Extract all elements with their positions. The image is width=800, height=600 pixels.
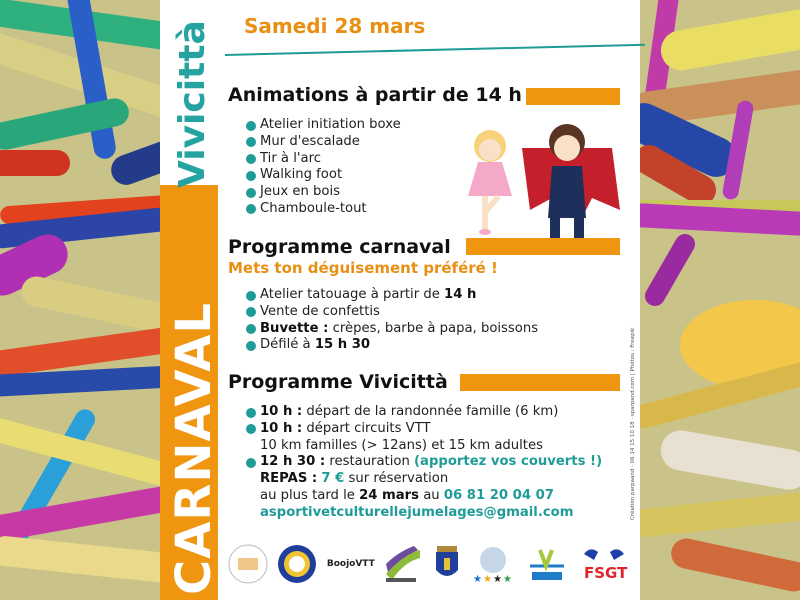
reservation-line: au plus tard le 24 mars au 06 81 20 04 07 [260,487,554,503]
vertical-title-vivicitta: Vivicittà [172,20,213,188]
bullet-icon [246,188,256,198]
costumed-kids-illustration [452,118,624,250]
carnaval-list [246,287,538,354]
list-item: Mur d'escalade [246,134,401,151]
carnaval-subtitle: Mets ton déguisement préféré ! [228,259,498,277]
vivicitta-list [246,404,602,522]
bullet-icon [246,324,256,334]
background-photo-left [0,0,162,600]
vertical-title-carnaval: CARNAVAL [166,301,222,595]
logo-communaute-icon [384,543,422,585]
svg-text:FSGT: FSGT [583,564,628,582]
bullet-icon [246,137,256,147]
teal-divider [225,44,645,56]
bullet-icon [246,154,256,164]
list-item: Tir à l'arc [246,151,401,168]
carnaval-heading: Programme carnaval [228,236,451,258]
bullet-icon [246,307,256,317]
list-item: Walking foot [246,167,401,184]
list-item: Buvette : crèpes, barbe à papa, boissons [246,321,538,338]
carnaval-orange-bar [466,238,620,255]
bullet-icon [246,121,256,131]
event-date: Samedi 28 mars [244,14,426,38]
bullet-icon [246,171,256,181]
vivicitta-heading: Programme Vivicittà [228,371,448,393]
logo-coat-of-arms-icon [432,543,462,585]
list-item: Atelier tatouage à partir de 14 h [246,287,538,304]
list-item: 12 h 30 : restauration (apportez vos couverts !) [246,454,602,471]
animations-orange-bar [526,88,620,105]
svg-text:★: ★ [483,574,493,584]
animations-list [246,117,401,218]
bullet-icon [246,341,256,351]
list-item-detail: 10 km familles (> 12ans) et 15 km adultes [260,437,543,453]
list-item: Chamboule-tout [246,201,401,218]
logo-vivicitta-icon [524,543,570,585]
list-item: Vente de confettis [246,304,538,321]
bullet-icon [246,424,256,434]
logo-globe-people-icon [471,543,515,585]
bullet-icon [246,204,256,214]
bullet-icon [246,458,256,468]
list-item: Atelier initiation boxe [246,117,401,134]
design-credit: Création parpaand · 06 14 15 10 18 · sparpand.com | Photos : Freepik [630,327,636,520]
email-link[interactable]: asportivetculturellejumelages@gmail.com [260,504,574,520]
list-item: Jeux en bois [246,184,401,201]
list-item: 10 h : départ circuits VTT [246,421,602,438]
background-photo-right [640,0,800,600]
sponsor-logos [228,540,628,588]
animations-heading: Animations à partir de 14 h [228,84,522,106]
bullet-icon [246,408,256,418]
bullet-icon [246,291,256,301]
logo-boojovtt-icon: BoojoVTT [326,559,375,569]
repas-line: REPAS : 7 € sur réservation [260,471,449,487]
email-line [246,505,602,522]
svg-text:★: ★ [473,574,483,584]
list-item: 10 h : départ de la randonnée famille (6 km) [246,404,602,421]
logo-club-badge-icon [277,543,317,585]
svg-text:★: ★ [503,574,513,584]
logo-fsgt-icon [580,543,628,585]
list-item: Défilé à 15 h 30 [246,337,538,354]
phone-number: 06 81 20 04 07 [443,487,554,503]
svg-text:★: ★ [493,574,503,584]
vivicitta-orange-bar [460,374,620,391]
event-poster [160,0,640,600]
logo-jumelages-icon [228,543,268,585]
